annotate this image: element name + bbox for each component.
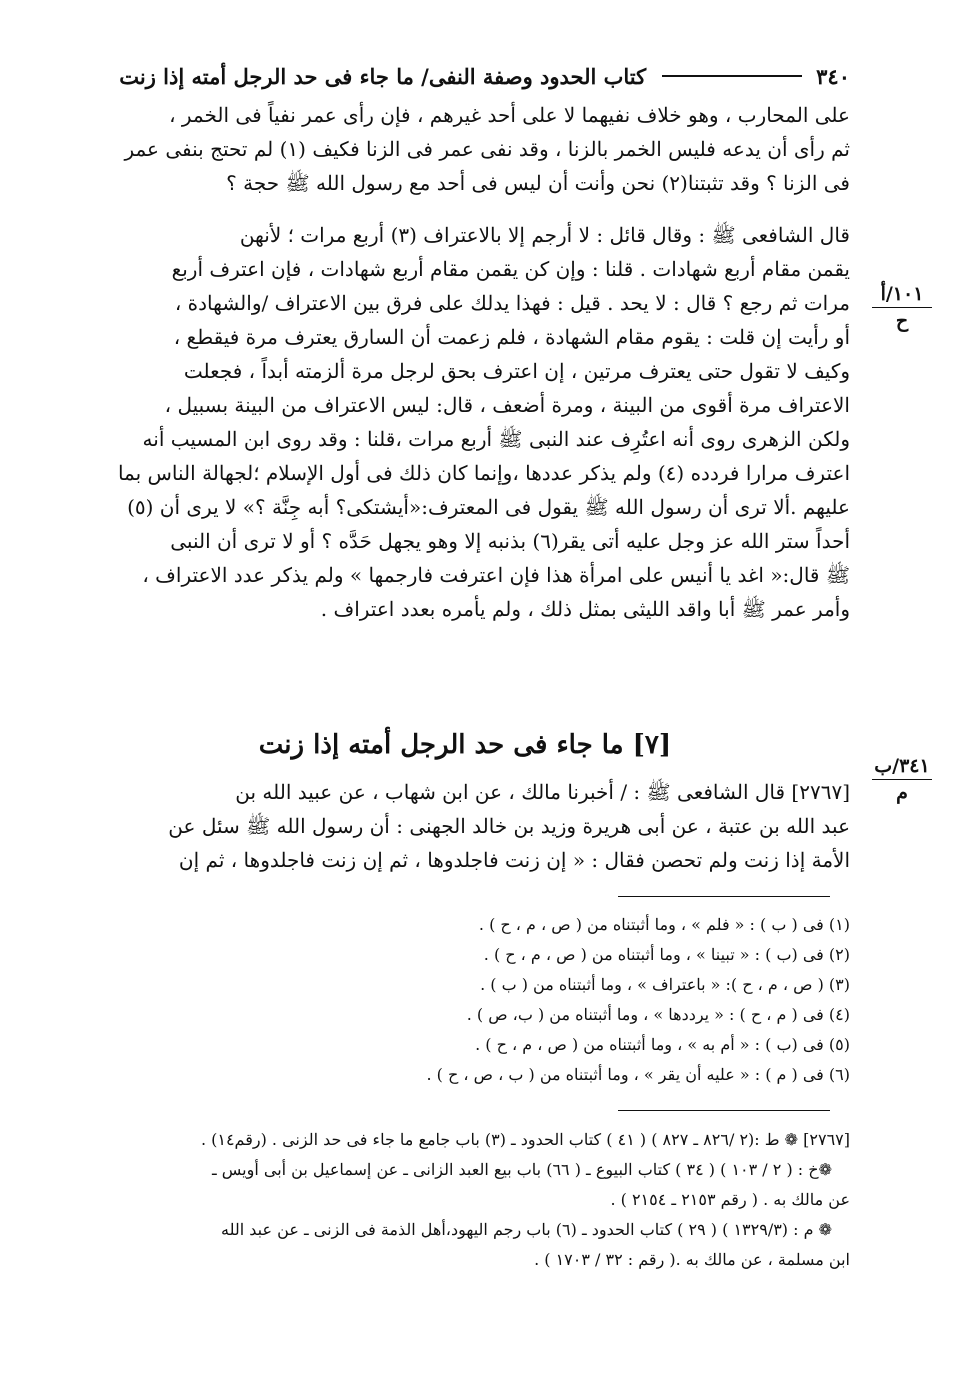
text-line: وكيف لا تقول حتى يعترف مرتين ، إن اعترف بحق لرجل مرة ألزمته أبداً ، فجعلت: [183, 359, 850, 383]
text-line: أحداً ستر الله عز وجل عليه أتى يقر(٦) بذنبه إلا وهو يجهل حَدَّه ؟ أو لا ترى أن النبى: [170, 529, 850, 553]
footnote: (٤) فى ( م ، ح ) : « يرددها » ، وما أثبتناه من ( ب، ص ) .: [466, 1005, 850, 1024]
text-line: عبد الله بن عتبة ، عن أبى هريرة وزيد بن خالد الجهنى : أن رسول الله ﷺ سئل عن: [168, 814, 850, 838]
margin-note-manuscript: م: [896, 782, 908, 804]
text-line: فى الزنا ؟ وقد تثبتنا(٢) نحن وأنت أن ليس فى أحد مع رسول الله ﷺ حجة ؟: [226, 171, 850, 195]
margin-note-manuscript: ح: [895, 310, 909, 332]
text-line: ثم رأى أن يدعه فليس الخمر بالزنا ، وقد نفى عمر فى الزنا فكيف (١) لم تحتج بنفى عمر: [124, 137, 850, 161]
margin-note: [852, 283, 952, 332]
footnote: (٢) فى (ب ) : « تبينا » ، وما أثبتناه من ( ص ، م ، ح ) .: [483, 945, 850, 964]
page-number: ٣٤٠: [816, 63, 850, 89]
body-paragraph: [80, 218, 850, 626]
text-line: مرات ثم رجع ؟ قال : لا يحد . قيل : فهذا يدلك على فرق بين الاعتراف /والشهادة ،: [174, 291, 850, 315]
footnote: (٦) فى ( م ) : « عليه أن يقر » ، وما أثبتناه من ( ب ، ص ، ح ) .: [426, 1065, 850, 1084]
footnote: (٣) ( ص ، م ، ح ): « باعتراف » ، وما أثبتناه من ( ب ) .: [480, 975, 850, 994]
reference-line: ❁خ : ( ٢ / ١٠٣ ) ( ٣٤ ) كتاب البيوع ـ ( ٦٦) باب بيع العبد الزانى ـ عن إسماعيل بن أبى أويس ـ: [211, 1160, 832, 1179]
references-separator: [618, 1110, 830, 1111]
text-line: على المحارب ، وهو خلاف نفيهما لا على أحد غيرهم ، فإن رأى عمر نفياً فى الخمر ،: [169, 103, 850, 127]
text-line: أو رأيت إن قلت : يقوم مقام الشهادة ، فلم زعمت أن السارق يعترف مرة فيقطع ،: [173, 325, 850, 349]
margin-note: [852, 755, 952, 804]
text-line: عليهم .ألا ترى أن رسول الله ﷺ يقول فى المعترف:«أيشتكى؟ أبه جِنَّة ؟» لا يرى أن (٥): [127, 495, 850, 519]
body-text-top: [80, 98, 850, 200]
text-line: يقمن مقام أربع شهادات . قلنا : وإن كن يقمن مقام أربع شهادات ، فإن اعترف أربع: [171, 257, 850, 281]
footnote: (٥) فى (ب ) : « أم به » ، وما أثبتناه من ( ص ، م ، ح ) .: [475, 1035, 850, 1054]
references: [80, 1125, 850, 1275]
text-line: [٢٧٦٧] قال الشافعى ﷺ : / أخبرنا مالك ، عن ابن شهاب ، عن عبيد الله بن: [235, 780, 850, 804]
footnote: (١) فى ( ب ) : « فلم » ، وما أثبتناه من ( ص ، م ، ح ) .: [478, 915, 850, 934]
running-header: [80, 58, 850, 94]
margin-note-rule: [872, 779, 932, 780]
text-line: ولكن الزهرى روى أنه اعتُرِف عند النبى ﷺ أربع مرات ،قلنا : وقد روى ابن المسيب أنه: [142, 427, 850, 451]
text-line: وأمر عمر ﷺ أبا واقد الليثى بمثل ذلك ، ولم يأمره بعدد اعتراف .: [320, 597, 850, 621]
text-line: الاعتراف مرة أقوى من البينة ، ومرة أضعف ، قال: ليس الاعتراف من البينة بسبيل ،: [164, 393, 850, 417]
footnote-separator: [618, 896, 830, 897]
text-line: قال الشافعى ﷺ : وقال قائل : لا أرجم إلا بالاعتراف (٣) أربع مرات ؛ لأنهن: [239, 223, 850, 247]
section-title: [٧] ما جاء فى حد الرجل أمته إذا زنت: [258, 730, 672, 760]
margin-note-rule: [872, 307, 932, 308]
margin-note-folio: ٣٤١/ب: [874, 755, 930, 777]
header-rule: [662, 75, 802, 77]
reference-line: عن مالك به . ( رقم ٢١٥٣ ـ ٢١٥٤ ) .: [610, 1190, 850, 1209]
text-line: اعترف مرارا فردده (٤) ولم يذكر عددها ،وإنما كان ذلك فى أول الإسلام ؛لجهالة الناس بما: [117, 461, 850, 485]
section-body: [80, 775, 850, 877]
text-line: ﷺ قال:« اغد يا أنيس على امرأة هذا فإن اعترفت فارجمها » ولم يذكر عدد الاعتراف ،: [142, 563, 850, 587]
reference-line: [٢٧٦٧] ❁ ط :(٢ /٨٢٦ ـ ٨٢٧ ) ( ٤١ ) كتاب الحدود ـ (٣) باب جامع ما جاء فى حد الزنى . (رقم١٤) .: [200, 1130, 850, 1149]
reference-line: ابن مسلمة ، عن مالك به .( رقم : ٣٢ / ١٧٠٣ ) .: [534, 1250, 850, 1269]
footnotes: [80, 910, 850, 1090]
reference-line: ❁ م : (١٣٢٩/٣ ) ( ٢٩ ) كتاب الحدود ـ (٦) باب رجم اليهود،أهل الذمة فى الزنى ـ عن عبد الله: [221, 1220, 832, 1239]
header-title: كتاب الحدود وصفة النفى/ ما جاء فى حد الرجل أمته إذا زنت: [119, 63, 647, 89]
text-line: الأمة إذا زنت ولم تحصن فقال : « إن زنت فاجلدوها ، ثم إن زنت فاجلدوها ، ثم إن: [178, 848, 850, 872]
margin-note-folio: ١٠١/أ: [880, 283, 924, 305]
